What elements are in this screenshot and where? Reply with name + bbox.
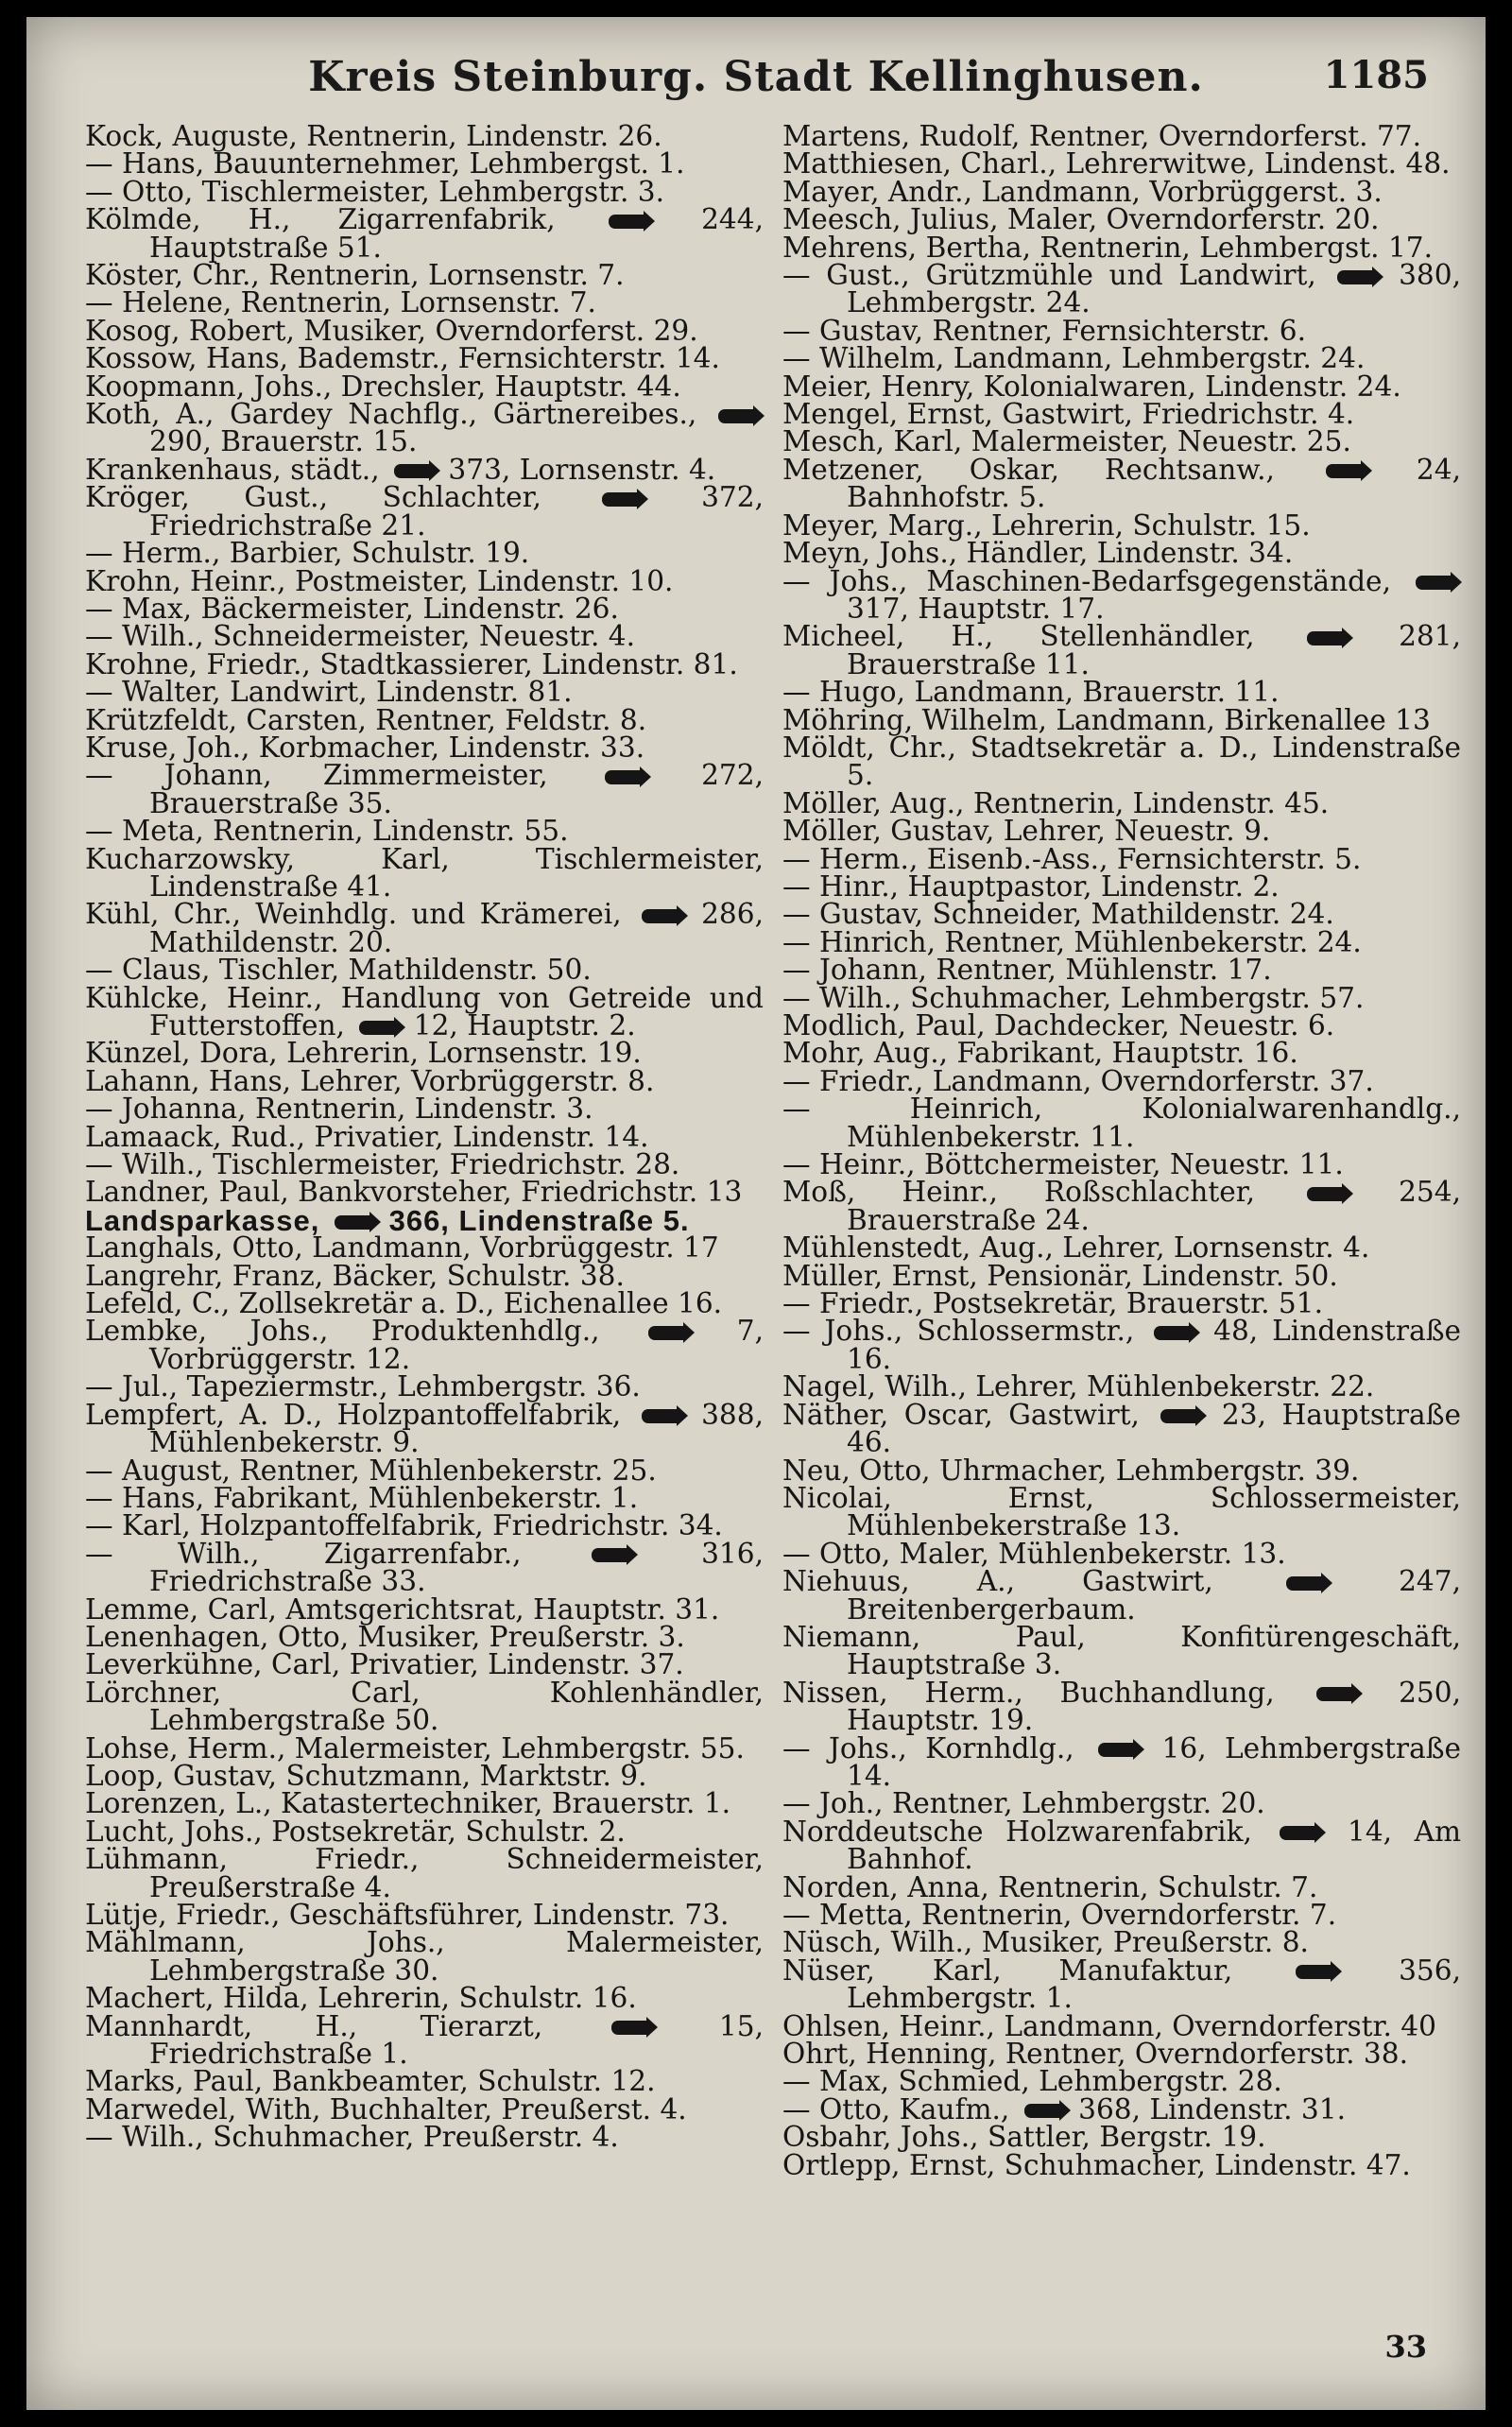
directory-entry: Lembke, Johs., Produktenhdlg., 7, Vorbrüggerstr. 12. xyxy=(85,1315,764,1375)
directory-entry: Niemann, Paul, Konfitürengeschäft, Hauptstraße 3. xyxy=(782,1620,1461,1681)
directory-entry: Micheel, H., Stellenhändler, 281, Brauerstraße 11. xyxy=(782,620,1461,680)
directory-entry: — Johs., Maschinen-Bedarfsgegenstände, 317, Hauptstr. 17. xyxy=(782,568,1461,624)
directory-entry: Langhals, Otto, Landmann, Vorbrüggestr. 17 xyxy=(85,1231,719,1265)
directory-entry: — Wilh., Tischlermeister, Friedrichstr. 28. xyxy=(85,1148,680,1181)
directory-entry: Landsparkasse, 366, Lindenstraße 5. xyxy=(85,1203,690,1237)
directory-entry: Nagel, Wilh., Lehrer, Mühlenbekerstr. 22. xyxy=(782,1370,1375,1403)
directory-entry: Lemme, Carl, Amtsgerichtsrat, Hauptstr. 31. xyxy=(85,1592,720,1626)
directory-entry: — Max, Schmied, Lehmbergstr. 28. xyxy=(782,2065,1282,2098)
directory-entry: — Max, Bäckermeister, Lindenstr. 26. xyxy=(85,592,619,625)
directory-entry: Müller, Ernst, Pensionär, Lindenstr. 50. xyxy=(782,1259,1338,1292)
directory-entry: — Walter, Landwirt, Lindenstr. 81. xyxy=(85,676,573,709)
directory-entry: Matthiesen, Charl., Lehrerwitwe, Lindenst. 48. xyxy=(782,147,1451,181)
directory-entry: Kucharzowsky, Karl, Tischlermeister, Lindenstraße 41. xyxy=(85,842,764,903)
directory-entry: Lenenhagen, Otto, Musiker, Preußerstr. 3. xyxy=(85,1620,685,1653)
telephone-icon xyxy=(1307,631,1345,645)
directory-entry: Nüsch, Wilh., Musiker, Preußerstr. 8. xyxy=(782,1926,1309,1959)
directory-entry: Kruse, Joh., Korbmacher, Lindenstr. 33. xyxy=(85,731,645,764)
directory-entry: — Otto, Tischlermeister, Lehmbergstr. 3. xyxy=(85,175,665,208)
directory-entry: Mehrens, Bertha, Rentnerin, Lehmbergst. 17. xyxy=(782,231,1434,264)
directory-entry: — Johanna, Rentnerin, Lindenstr. 3. xyxy=(85,1093,593,1126)
directory-entry: Marks, Paul, Bankbeamter, Schulstr. 12. xyxy=(85,2065,656,2098)
directory-entry: Koopmann, Johs., Drechsler, Hauptstr. 44. xyxy=(85,370,681,403)
telephone-icon xyxy=(1098,1743,1136,1757)
directory-entry: Möldt, Chr., Stadtsekretär a. D., Lindenstraße 5. xyxy=(782,731,1461,792)
directory-entry: Kühlcke, Heinr., Handlung von Getreide und Futterstoffen, 12, Hauptstr. 2. xyxy=(85,981,764,1041)
directory-entry: — Wilh., Zigarrenfabr., 316, Friedrichstraße 33. xyxy=(85,1537,764,1598)
directory-entry: — Hugo, Landmann, Brauerstr. 11. xyxy=(782,676,1280,709)
directory-entry: — Gustav, Rentner, Fernsichterstr. 6. xyxy=(782,314,1306,347)
directory-page xyxy=(26,17,1486,2410)
directory-entry: Kröger, Gust., Schlachter, 372, Friedrichstraße 21. xyxy=(85,481,764,542)
directory-entry: Kühl, Chr., Weinhdlg. und Krämerei, 286, Mathildenstr. 20. xyxy=(85,898,764,958)
directory-entry: Nicolai, Ernst, Schlossermeister, Mühlenbekerstraße 13. xyxy=(782,1481,1461,1542)
directory-entry: — Gust., Grützmühle und Landwirt, 380, Lehmbergstr. 24. xyxy=(782,259,1461,319)
directory-entry: Möller, Gustav, Lehrer, Neuestr. 9. xyxy=(782,815,1271,848)
directory-entry: — Heinrich, Kolonialwarenhandlg., Mühlenbekerstr. 11. xyxy=(782,1093,1461,1153)
directory-entry: Kosog, Robert, Musiker, Overndorferst. 29. xyxy=(85,314,698,347)
directory-entry: Ohrt, Henning, Rentner, Overndorferstr. 38. xyxy=(782,2038,1408,2071)
directory-entry: — Otto, Kaufm., 368, Lindenstr. 31. xyxy=(782,2092,1346,2126)
directory-entry: Meesch, Julius, Maler, Overndorferstr. 20. xyxy=(782,203,1380,236)
directory-entry: Möller, Aug., Rentnerin, Lindenstr. 45. xyxy=(782,786,1330,819)
directory-entry: Lefeld, C., Zollsekretär a. D., Eichenallee 16. xyxy=(85,1287,723,1320)
telephone-icon xyxy=(394,464,432,478)
directory-entry: Kölmde, H., Zigarrenfabrik, 244, Hauptstraße 51. xyxy=(85,203,764,264)
directory-entry: — Otto, Maler, Mühlenbekerstr. 13. xyxy=(782,1537,1286,1570)
directory-entry: — Johs., Schlossermstr., 48, Lindenstraße 16. xyxy=(782,1315,1461,1375)
directory-entry: Mühlenstedt, Aug., Lehrer, Lornsenstr. 4. xyxy=(782,1231,1370,1265)
directory-entry: — Gustav, Schneider, Mathildenstr. 24. xyxy=(782,898,1334,931)
telephone-icon xyxy=(1316,1687,1354,1701)
telephone-icon xyxy=(335,1215,372,1230)
directory-entry: Lahann, Hans, Lehrer, Vorbrüggerstr. 8. xyxy=(85,1064,655,1097)
telephone-icon xyxy=(592,1548,629,1562)
directory-entry: Krohn, Heinr., Postmeister, Lindenstr. 10. xyxy=(85,564,674,597)
directory-entry: — Wilh., Schneidermeister, Neuestr. 4. xyxy=(85,620,636,653)
page-number: 1185 xyxy=(1323,53,1429,97)
directory-entry: — Johann, Rentner, Mühlenstr. 17. xyxy=(782,954,1272,987)
printer-signature: 33 xyxy=(1384,2329,1427,2365)
directory-entry: Mählmann, Johs., Malermeister, Lehmbergstraße 30. xyxy=(85,1926,764,1987)
directory-entry: Modlich, Paul, Dachdecker, Neuestr. 6. xyxy=(782,1009,1335,1041)
directory-entry: Moß, Heinr., Roßschlachter, 254, Brauerstraße 24. xyxy=(782,1176,1461,1236)
directory-entry: Lühmann, Friedr., Schneidermeister, Preußerstraße 4. xyxy=(85,1843,764,1903)
directory-entry: Lohse, Herm., Malermeister, Lehmbergstr. 55. xyxy=(85,1731,745,1764)
directory-entry: — Hinr., Hauptpastor, Lindenstr. 2. xyxy=(782,869,1280,903)
directory-entry: Ortlepp, Ernst, Schuhmacher, Lindenstr. 47. xyxy=(782,2148,1411,2181)
telephone-icon xyxy=(1286,1576,1324,1591)
directory-entry: Kossow, Hans, Bademstr., Fernsichterstr. 14. xyxy=(85,342,720,375)
directory-entry: Ohlsen, Heinr., Landmann, Overndorferstr. 40 xyxy=(782,2009,1436,2042)
directory-entry: — Wilh., Schuhmacher, Lehmbergstr. 57. xyxy=(782,981,1365,1014)
telephone-icon xyxy=(602,492,640,507)
telephone-icon xyxy=(1280,1826,1317,1840)
telephone-icon xyxy=(1154,1326,1192,1340)
directory-entry: — Joh., Rentner, Lehmbergstr. 20. xyxy=(782,1787,1265,1820)
telephone-icon xyxy=(605,770,643,784)
telephone-icon xyxy=(1296,1965,1333,1979)
directory-entry: Leverkühne, Carl, Privatier, Lindenstr. 37. xyxy=(85,1648,684,1681)
directory-entry: Mengel, Ernst, Gastwirt, Friedrichstr. 4. xyxy=(782,398,1355,431)
directory-entry: Mohr, Aug., Fabrikant, Hauptstr. 16. xyxy=(782,1037,1298,1070)
directory-entry: Machert, Hilda, Lehrerin, Schulstr. 16. xyxy=(85,1982,637,2015)
directory-entry: — Wilh., Schuhmacher, Preußerstr. 4. xyxy=(85,2121,619,2154)
directory-entry: Landner, Paul, Bankvorsteher, Friedrichstr. 13 xyxy=(85,1176,743,1209)
telephone-icon xyxy=(642,1409,679,1423)
directory-entry: Martens, Rudolf, Rentner, Overndorferst. 77. xyxy=(782,120,1422,152)
directory-entry: — Helene, Rentnerin, Lornsenstr. 7. xyxy=(85,286,596,319)
page-header xyxy=(83,53,1429,110)
directory-entry: — Herm., Eisenb.-Ass., Fernsichterstr. 5. xyxy=(782,842,1362,875)
directory-entry: Möhring, Wilhelm, Landmann, Birkenallee 13 xyxy=(782,703,1431,736)
telephone-icon xyxy=(359,1021,397,1035)
directory-entry: Lamaack, Rud., Privatier, Lindenstr. 14. xyxy=(85,1120,649,1153)
directory-entry: — Herm., Barbier, Schulstr. 19. xyxy=(85,537,530,570)
directory-entry: Köster, Chr., Rentnerin, Lornsenstr. 7. xyxy=(85,259,625,292)
directory-entry: Niehuus, A., Gastwirt, 247, Breitenbergerbaum. xyxy=(782,1565,1461,1626)
directory-entry: Loop, Gustav, Schutzmann, Marktstr. 9. xyxy=(85,1759,647,1792)
directory-entry: — Wilhelm, Landmann, Lehmbergstr. 24. xyxy=(782,342,1366,375)
directory-entry: Kock, Auguste, Rentnerin, Lindenstr. 26. xyxy=(85,120,662,152)
directory-entry: — Johann, Zimmermeister, 272, Brauerstraße 35. xyxy=(85,759,764,819)
directory-entry: — August, Rentner, Mühlenbekerstr. 25. xyxy=(85,1454,657,1487)
telephone-icon xyxy=(1024,2104,1062,2118)
directory-entry: Neu, Otto, Uhrmacher, Lehmbergstr. 39. xyxy=(782,1454,1360,1487)
directory-entry: — Friedr., Landmann, Overndorferstr. 37. xyxy=(782,1064,1374,1097)
directory-entry: Meyn, Johs., Händler, Lindenstr. 34. xyxy=(782,537,1294,570)
directory-entry: Künzel, Dora, Lehrerin, Lornsenstr. 19. xyxy=(85,1037,642,1070)
directory-entry: Metzener, Oskar, Rechtsanw., 24, Bahnhofstr. 5. xyxy=(782,453,1461,514)
telephone-icon xyxy=(1307,1187,1345,1201)
telephone-icon xyxy=(1160,1409,1198,1423)
directory-entry: Meier, Henry, Kolonialwaren, Lindenstr. 24. xyxy=(782,370,1401,403)
directory-entry: — Meta, Rentnerin, Lindenstr. 55. xyxy=(85,815,569,848)
directory-entry: Mesch, Karl, Malermeister, Neuestr. 25. xyxy=(782,425,1351,458)
directory-entry: Lempfert, A. D., Holzpantoffelfabrik, 388, Mühlenbekerstr. 9. xyxy=(85,1398,764,1459)
directory-entry: — Heinr., Böttchermeister, Neuestr. 11. xyxy=(782,1148,1344,1181)
directory-entry: Norden, Anna, Rentnerin, Schulstr. 7. xyxy=(782,1870,1318,1903)
right-column xyxy=(782,120,1462,2181)
directory-entry: Osbahr, Johs., Sattler, Bergstr. 19. xyxy=(782,2121,1266,2154)
directory-entry: Lucht, Johs., Postsekretär, Schulstr. 2. xyxy=(85,1815,626,1848)
telephone-icon xyxy=(648,1326,686,1340)
directory-entry: Lörchner, Carl, Kohlenhändler, Lehmbergstraße 50. xyxy=(85,1676,764,1737)
directory-entry: Mannhardt, H., Tierarzt, 15, Friedrichstraße 1. xyxy=(85,2009,764,2071)
directory-entry: — Hans, Bauunternehmer, Lehmbergst. 1. xyxy=(85,147,685,181)
directory-entry: — Metta, Rentnerin, Overndorferstr. 7. xyxy=(782,1899,1337,1931)
directory-entry: Näther, Oscar, Gastwirt, 23, Hauptstraße 46. xyxy=(782,1398,1461,1459)
directory-entry: Mayer, Andr., Landmann, Vorbrüggerst. 3. xyxy=(782,175,1383,208)
telephone-icon xyxy=(1337,270,1375,284)
left-column xyxy=(85,120,764,2154)
directory-entry: Koth, A., Gardey Nachflg., Gärtnereibes., 290, Brauerstr. 15. xyxy=(85,401,764,456)
directory-entry: — Friedr., Postsekretär, Brauerstr. 51. xyxy=(782,1287,1323,1320)
directory-entry: — Claus, Tischler, Mathildenstr. 50. xyxy=(85,954,592,987)
directory-entry: — Hinrich, Rentner, Mühlenbekerstr. 24. xyxy=(782,925,1362,958)
directory-entry: Langrehr, Franz, Bäcker, Schulstr. 38. xyxy=(85,1259,625,1292)
directory-entry: — Karl, Holzpantoffelfabrik, Friedrichstr. 34. xyxy=(85,1509,723,1542)
directory-entry: Nüser, Karl, Manufaktur, 356, Lehmbergstr. 1. xyxy=(782,1954,1461,2015)
telephone-icon xyxy=(718,409,756,423)
directory-entry: — Johs., Kornhdlg., 16, Lehmbergstraße 14. xyxy=(782,1731,1461,1792)
directory-entry: Lorenzen, L., Katastertechniker, Brauerstr. 1. xyxy=(85,1787,731,1820)
telephone-icon xyxy=(642,909,679,923)
directory-entry: Krankenhaus, städt., 373, Lornsenstr. 4. xyxy=(85,453,716,486)
telephone-icon xyxy=(611,2021,649,2035)
directory-entry: — Jul., Tapeziermstr., Lehmbergstr. 36. xyxy=(85,1370,641,1403)
telephone-icon xyxy=(1326,464,1364,478)
directory-entry: Krohne, Friedr., Stadtkassierer, Lindenstr. 81. xyxy=(85,647,738,680)
directory-entry: Meyer, Marg., Lehrerin, Schulstr. 15. xyxy=(782,508,1311,542)
directory-entry: Krützfeldt, Carsten, Rentner, Feldstr. 8. xyxy=(85,703,647,736)
page-title: Kreis Steinburg. Stadt Kellinghusen. xyxy=(308,53,1204,101)
directory-entry: Lütje, Friedr., Geschäftsführer, Lindenstr. 73. xyxy=(85,1899,730,1931)
directory-entry: — Hans, Fabrikant, Mühlenbekerstr. 1. xyxy=(85,1481,639,1514)
directory-entry: Nissen, Herm., Buchhandlung, 250, Hauptstr. 19. xyxy=(782,1676,1461,1737)
directory-entry: Marwedel, With, Buchhalter, Preußerst. 4. xyxy=(85,2092,687,2126)
telephone-icon xyxy=(1416,576,1453,590)
telephone-icon xyxy=(609,215,646,229)
directory-entry: Norddeutsche Holzwarenfabrik, 14, Am Bahnhof. xyxy=(782,1815,1462,1876)
